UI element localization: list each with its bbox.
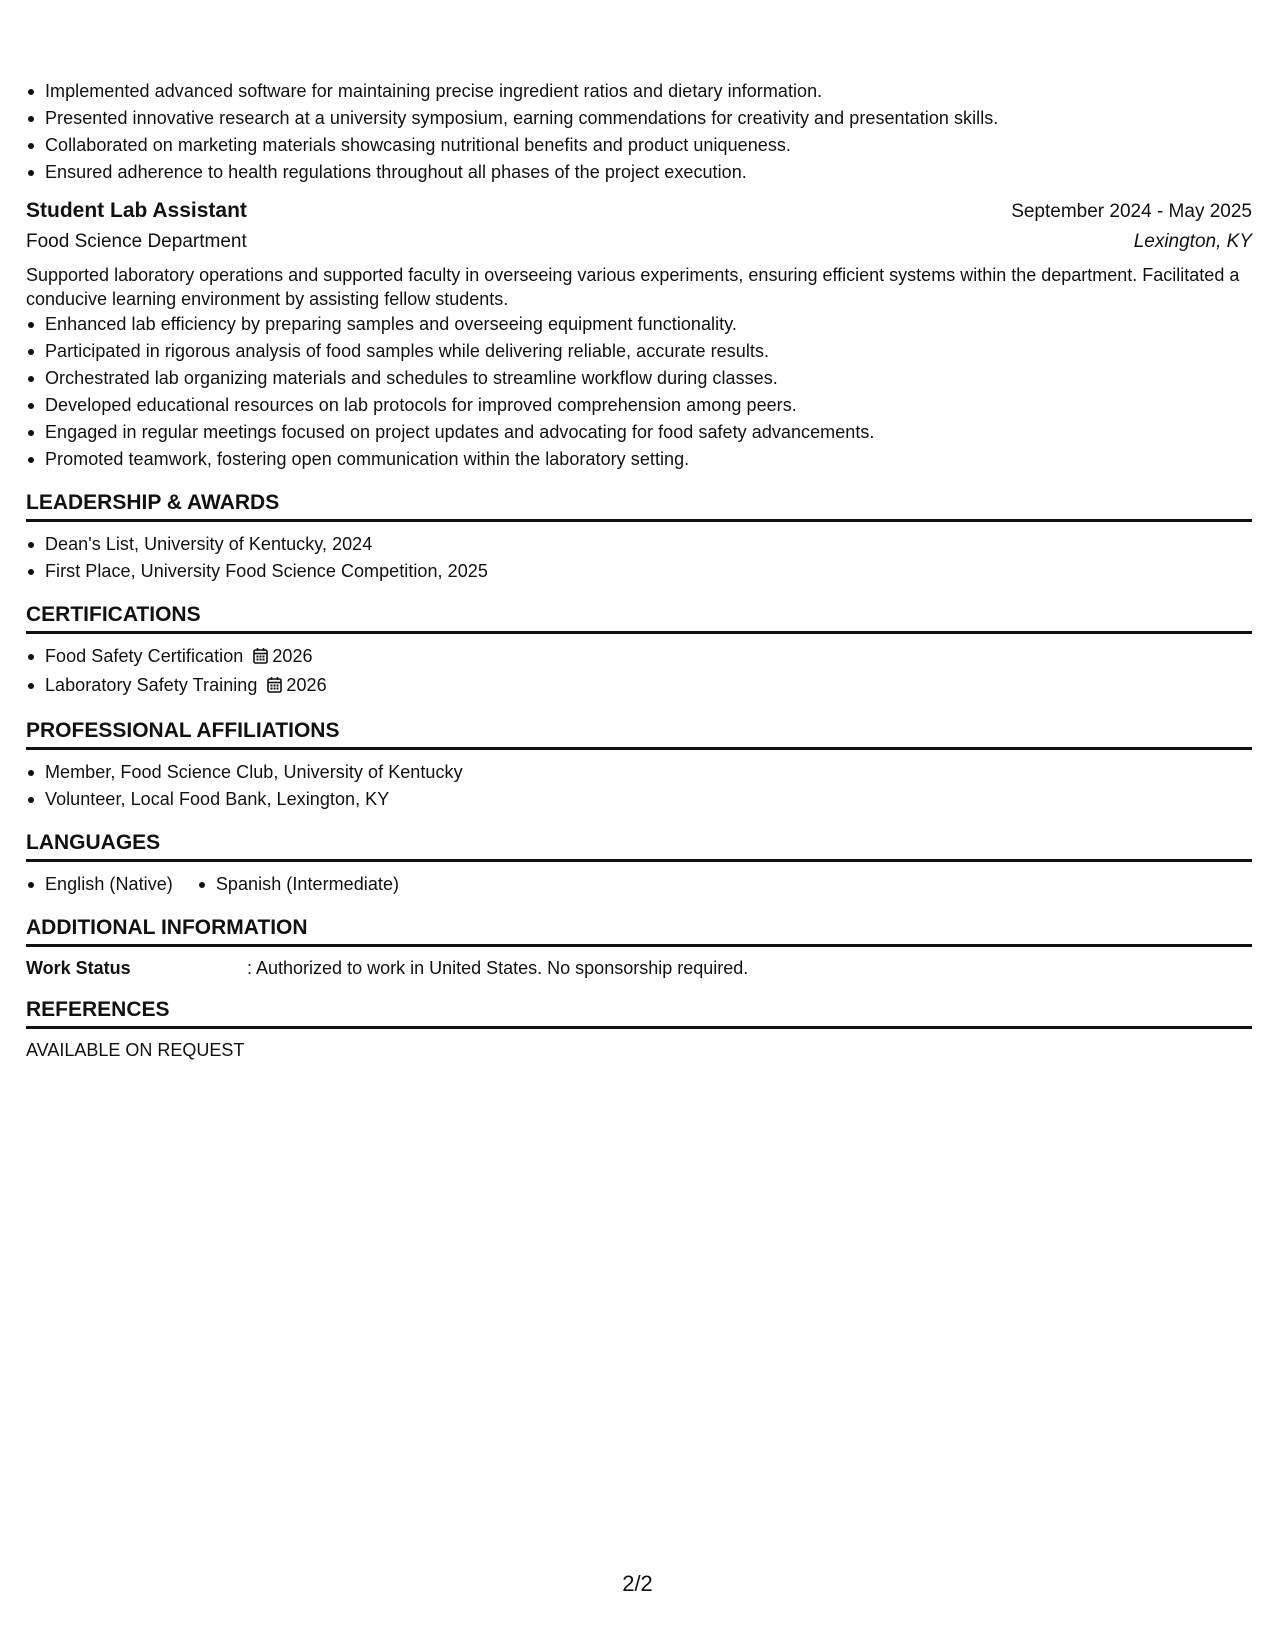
job-title: Student Lab Assistant (26, 199, 247, 222)
section-title: REFERENCES (26, 996, 1252, 1029)
list-item: Implemented advanced software for maintaining precise ingredient ratios and dietary information. (26, 78, 1252, 105)
references-section (26, 996, 1252, 1062)
certifications-list (26, 643, 1252, 701)
affiliations-section (26, 717, 1252, 813)
work-status-value: : Authorized to work in United States. No sponsorship required. (247, 958, 749, 978)
list-item: Developed educational resources on lab protocols for improved comprehension among peers. (26, 392, 1252, 419)
certification-year: 2026 (286, 675, 327, 695)
list-item: Engaged in regular meetings focused on project updates and advocating for food safety advancements. (26, 419, 1252, 446)
job-subheader (26, 227, 1252, 257)
list-item: Participated in rigorous analysis of food samples while delivering reliable, accurate results. (26, 338, 1252, 365)
affiliations-list (26, 759, 1252, 813)
job-organization: Food Science Department (26, 231, 247, 252)
certification-name: Laboratory Safety Training (45, 675, 258, 695)
references-text: AVAILABLE ON REQUEST (26, 1040, 245, 1060)
languages-list (26, 871, 1252, 898)
section-title: CERTIFICATIONS (26, 601, 1252, 634)
work-status-label: Work Status (26, 958, 131, 978)
certifications-section (26, 601, 1252, 701)
job-summary: Supported laboratory operations and supported faculty in overseeing various experiments, ensuring efficient systems within the department. Facilitated a conducive learning environment by assisting fellow students. (26, 265, 1240, 309)
calendar-icon (253, 645, 268, 672)
section-title: LANGUAGES (26, 829, 1252, 862)
additional-info-section (26, 914, 1252, 980)
certification-year: 2026 (272, 646, 313, 666)
section-title: PROFESSIONAL AFFILIATIONS (26, 717, 1252, 750)
list-item: Ensured adherence to health regulations throughout all phases of the project execution. (26, 159, 1252, 186)
list-item: Collaborated on marketing materials showcasing nutritional benefits and product uniqueness. (26, 132, 1252, 159)
list-item: Presented innovative research at a university symposium, earning commendations for creativity and presentation skills. (26, 105, 1252, 132)
list-item: Orchestrated lab organizing materials and schedules to streamline workflow during classes. (26, 365, 1252, 392)
continued-bullet-list (26, 78, 1252, 186)
job-header (26, 186, 1252, 227)
list-item: Member, Food Science Club, University of Kentucky (26, 759, 1252, 786)
list-item: Promoted teamwork, fostering open communication within the laboratory setting. (26, 446, 1252, 473)
list-item: First Place, University Food Science Competition, 2025 (26, 558, 1252, 585)
job-location: Lexington, KY (1133, 231, 1252, 252)
list-item (26, 672, 1252, 701)
list-item: Enhanced lab efficiency by preparing samples and overseeing equipment functionality. (26, 311, 1252, 338)
list-item: Spanish (Intermediate) (197, 871, 399, 898)
job-dates: September 2024 - May 2025 (1011, 201, 1252, 222)
page-number: 2/2 (622, 1571, 653, 1596)
resume-page (26, 78, 1252, 1062)
section-title: LEADERSHIP & AWARDS (26, 489, 1252, 522)
list-item: English (Native) (26, 871, 173, 898)
job-entry (26, 186, 1252, 473)
certification-name: Food Safety Certification (45, 646, 244, 666)
section-title: ADDITIONAL INFORMATION (26, 914, 1252, 947)
list-item: Dean's List, University of Kentucky, 2024 (26, 531, 1252, 558)
job-bullet-list (26, 311, 1252, 473)
leadership-list (26, 531, 1252, 585)
languages-section (26, 829, 1252, 898)
leadership-section (26, 489, 1252, 585)
list-item (26, 643, 1252, 672)
work-status-row (26, 956, 1252, 980)
list-item: Volunteer, Local Food Bank, Lexington, KY (26, 786, 1252, 813)
calendar-icon (267, 674, 282, 701)
